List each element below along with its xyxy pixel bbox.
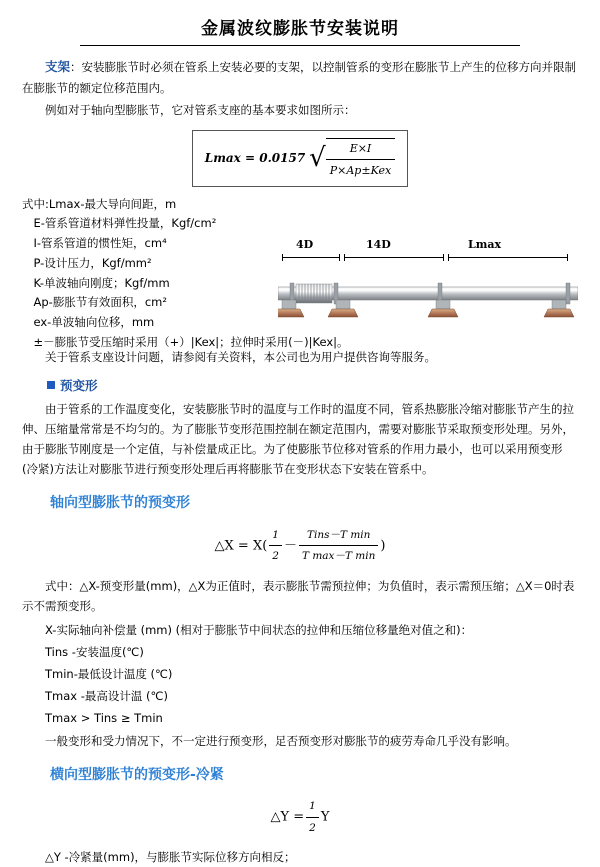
formula-axial	[22, 526, 578, 566]
formula-lateral	[22, 797, 578, 837]
dimension-line-lmax	[448, 257, 568, 258]
legend-item: ±－膨胀节受压缩时采用（+）|Kex|；拉伸时采用(－)|Kex|。	[33, 334, 349, 349]
section-support-heading: 支架	[45, 59, 71, 74]
section-predeform-heading: 预变形	[60, 378, 98, 393]
legend-item: K-单波轴向刚度；Kgf/mm	[33, 275, 170, 290]
formula-lmax-denominator: P×Ap±Kex	[329, 164, 392, 178]
document-page	[0, 14, 600, 864]
piping-diagram-svg	[278, 265, 578, 337]
legend-item: I-管系管道的惯性矩，cm⁴	[33, 236, 167, 251]
bullet-square-icon	[47, 381, 55, 389]
lateral-note: △Y -冷紧量(mm)，与膨胀节实际位移方向相反；	[45, 849, 296, 864]
figure-labels	[278, 235, 578, 251]
figure-label-lmax: Lmax	[468, 237, 502, 251]
formula-axial-rhs: )	[380, 538, 386, 554]
formula-axial-ratio-num: Tins－T min	[299, 526, 378, 546]
formula-axial-half-den: 2	[272, 550, 279, 563]
figure-label-14d: 14D	[366, 237, 391, 251]
legend-item: Ap-膨胀节有效面积，cm²	[33, 295, 167, 310]
subsection-lateral-heading: 横向型膨胀节的预变形-冷紧	[50, 766, 224, 783]
axial-line: Tmin-最低设计温度 (℃)	[45, 667, 173, 682]
subsection-axial-heading: 轴向型膨胀节的预变形	[50, 495, 190, 512]
figure-dimension-lines	[278, 251, 578, 265]
sqrt-symbol-icon: √ $\frac{E\times I}{\text{P×Ap±Kex}}$	[309, 136, 395, 181]
formula-lmax-lhs: Lmax = 0.0157	[204, 150, 306, 165]
legend-item: 式中:Lmax-最大导向间距，m	[22, 196, 177, 211]
section-predeform-heading-row	[22, 375, 578, 397]
formula-lmax	[192, 130, 408, 187]
document-content	[0, 56, 600, 867]
legend-item: P-设计压力，Kgf/mm²	[33, 255, 152, 270]
formula-lateral-lhs: △Y =	[270, 809, 305, 825]
section-support-para2: 例如对于轴向型膨胀节，它对管系支座的基本要求如图所示：	[45, 103, 356, 117]
axial-line: Tmax -最高设计温 (℃)	[45, 689, 168, 704]
legend-item: ex-单波轴向位移，mm	[33, 315, 155, 330]
formula-lateral-half	[306, 797, 319, 837]
formula-lmax-box	[22, 130, 578, 187]
dimension-line-4d	[282, 257, 340, 258]
axial-line: Tins -安装温度(℃)	[45, 645, 144, 659]
section-support-para1: 安装膨胀节时必须在管系上安装必要的支架，以控制管系的变形在膨胀节上产生的位移方向并限制在膨胀节的额定位移范围内。	[22, 60, 577, 95]
page-title: 金属波纹膨胀节安装说明	[201, 19, 399, 39]
section-support-heading-row: 支架：安装膨胀节时必须在管系上安装必要的支架，以控制管系的变形在膨胀节上产生的位移方向并限制在膨胀节的额定位移范围内。	[22, 59, 577, 95]
section-support-closing: 关于管系支座设计问题，请参阅有关资料，本公司也为用户提供咨询等服务。	[45, 349, 436, 364]
formula-lateral-half-den: 2	[309, 821, 316, 834]
formula-lmax-numerator: E×I	[326, 139, 395, 160]
formula-lmax-fraction	[326, 138, 395, 181]
formula-lateral-half-num: 1	[306, 797, 319, 817]
formula-axial-ratio-den: T max－T min	[301, 550, 376, 563]
axial-line: Tmax > Tins ≥ Tmin	[45, 711, 163, 726]
axial-note1: 式中：△X-预变形量(mm)，△X为正值时，表示膨胀节需预拉伸；为负值时，表示需预压缩；△X＝0时表示不需预变形。	[22, 578, 575, 613]
figure-label-4d: 4D	[296, 237, 314, 251]
formula-axial-half	[269, 526, 282, 566]
axial-closing: 一般变形和受力情况下，不一定进行预变形，足否预变形对膨胀节的疲劳寿命几乎没有影响。	[45, 733, 517, 748]
axial-line: X-实际轴向补偿量 (mm) (相对于膨胀节中间状态的拉伸和压缩位移量绝对值之和)：	[45, 622, 473, 637]
formula-axial-lhs: △X = X(	[214, 538, 268, 554]
formula-axial-half-num: 1	[269, 526, 282, 546]
expansion-joint-figure	[278, 235, 578, 343]
section-predeform-para1: 由于管系的工作温度变化，安装膨胀节时的温度与工作时的温度不同，管系热膨胀冷缩对膨胀节产生的拉伸、压缩量常常是不均匀的。为了膨胀节变形范围控制在额定范围内，需要对膨胀节采取预变形处理。另外，由于膨胀节刚度是一个定值，与补偿量成正比。为了使膨胀节位移对管系的作用力最小，也可以采用预变形(冷紧)方法让对膨胀节进行预变形处理后再将膨胀节在变形状态下安装在管系中。	[22, 401, 574, 477]
formula-axial-minus: －	[283, 538, 297, 554]
title-divider	[80, 45, 520, 46]
formula-axial-ratio	[299, 526, 378, 566]
formula-lateral-rhs: Y	[320, 809, 330, 825]
dimension-line-14d	[344, 257, 444, 258]
legend-item: E-管系管道材料弹性投量，Kgf/cm²	[33, 216, 217, 231]
